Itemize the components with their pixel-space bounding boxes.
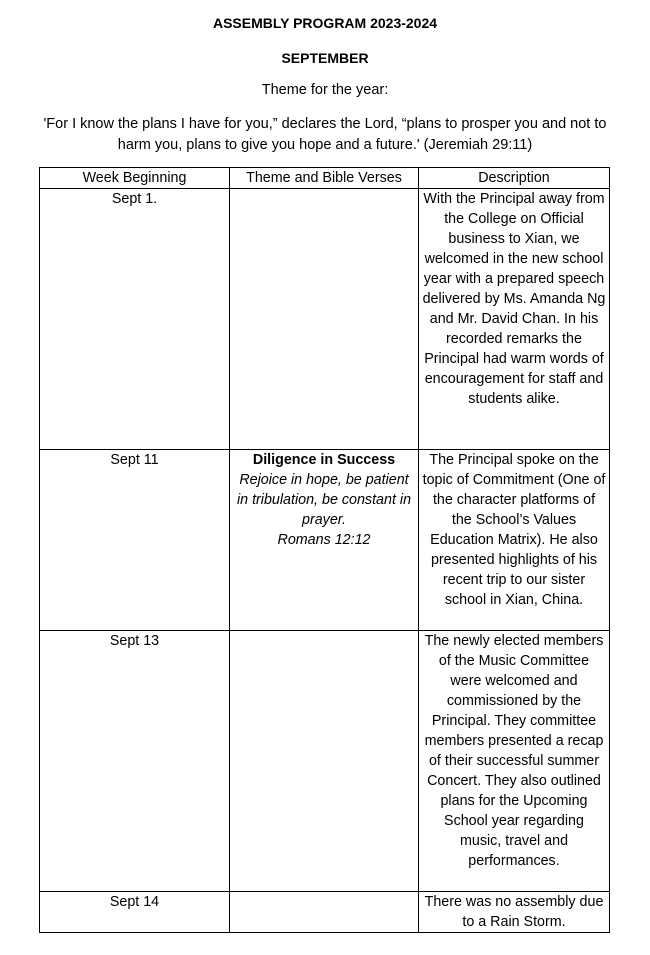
bible-verse: Rejoice in hope, be patient in tribulation, be constant in prayer. bbox=[236, 472, 412, 528]
column-header-theme: Theme and Bible Verses bbox=[230, 168, 419, 189]
table-row bbox=[40, 450, 610, 631]
theme-cell bbox=[230, 631, 419, 892]
table-row bbox=[40, 631, 610, 892]
week-cell: Sept 1. bbox=[40, 189, 230, 450]
theme-cell bbox=[230, 892, 419, 933]
theme-label: Theme for the year: bbox=[261, 82, 389, 98]
week-cell: Sept 11 bbox=[40, 450, 230, 631]
theme-quote: 'For I know the plans I have for you,” declares the Lord, “plans to prosper you and not to harm you, plans to give you hope and a future.' (Jeremiah 29:11) bbox=[43, 116, 607, 153]
theme-cell bbox=[230, 189, 419, 450]
table-row bbox=[40, 189, 610, 450]
column-header-week: Week Beginning bbox=[40, 168, 230, 189]
description-cell: The newly elected members of the Music Committee were welcomed and commissioned by the Principal. They committee members presented a recap of their successful summer Concert. They also outlined plans for the Upcoming School year regarding music, travel and performances. bbox=[419, 631, 610, 892]
month-heading: SEPTEMBER bbox=[281, 50, 369, 66]
description-cell: The Principal spoke on the topic of Commitment (One of the character platforms of the School’s Values Education Matrix). He also presented highlights of his recent trip to our sister school in Xian, China. bbox=[419, 450, 610, 631]
description-cell: There was no assembly due to a Rain Storm. bbox=[419, 892, 610, 933]
description-cell: With the Principal away from the College on Official business to Xian, we welcomed in the new school year with a prepared speech delivered by Ms. Amanda Ng and Mr. David Chan. In his recorded remarks the Principal had warm words of encouragement for staff and students alike. bbox=[419, 189, 610, 450]
document-title: ASSEMBLY PROGRAM 2023-2024 bbox=[212, 15, 438, 31]
theme-cell bbox=[230, 450, 419, 631]
assembly-program-table bbox=[39, 167, 610, 933]
table-header-row bbox=[40, 168, 610, 189]
column-header-description: Description bbox=[419, 168, 610, 189]
bible-reference: Romans 12:12 bbox=[277, 532, 371, 548]
theme-title: Diligence in Success bbox=[252, 452, 396, 468]
week-cell: Sept 13 bbox=[40, 631, 230, 892]
week-cell: Sept 14 bbox=[40, 892, 230, 933]
table-row bbox=[40, 892, 610, 933]
